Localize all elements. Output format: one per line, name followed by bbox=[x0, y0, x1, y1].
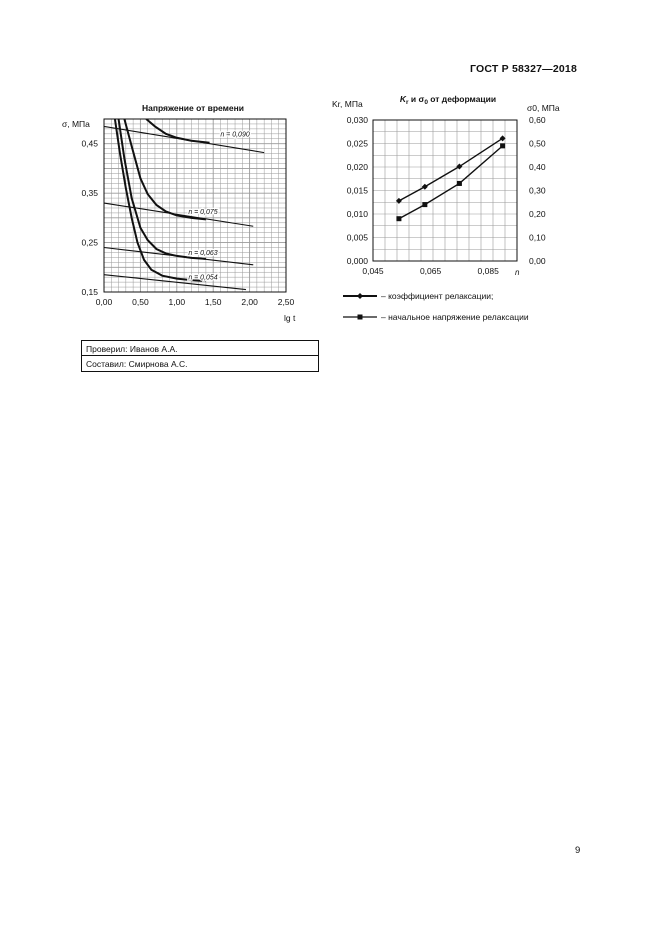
chart2-left-tick-label: 0,025 bbox=[346, 138, 368, 149]
chart1-y-tick-label: 0,35 bbox=[81, 188, 98, 199]
chart2-stress-point bbox=[457, 181, 462, 186]
chart2-left-tick-label: 0,005 bbox=[346, 232, 368, 243]
chart2-title-mid: и σ bbox=[408, 94, 425, 104]
chart1-y-tick-label: 0,45 bbox=[81, 138, 98, 149]
chart2-stress-point bbox=[500, 143, 505, 148]
chart2-left-tick-label: 0,010 bbox=[346, 209, 368, 219]
chart1-x-tick-label: 2,50 bbox=[277, 297, 295, 307]
chart2-series-relaxation-line bbox=[399, 138, 503, 201]
chart1-series-label: n = 0,075 bbox=[188, 208, 218, 216]
chart2-right-tick-label: 0,30 bbox=[529, 185, 546, 196]
chart1-title: Напряжение от времени bbox=[141, 103, 245, 113]
chart2-stress-point bbox=[396, 216, 401, 221]
chart1-series-label: n = 0,090 bbox=[220, 131, 250, 139]
chart2-right-tick-label: 0,50 bbox=[529, 138, 546, 149]
chart2-series-stress-line bbox=[399, 146, 503, 219]
chart2-title-k: K bbox=[399, 94, 407, 104]
chart2-x-tick-label: 0,045 bbox=[362, 266, 384, 276]
chart1-y-tick-label: 0,15 bbox=[81, 287, 98, 297]
chart2-left-tick-label: 0,000 bbox=[346, 256, 368, 266]
chart2-title-k-sub: r bbox=[406, 99, 409, 106]
chart2-title-s-sub: 0 bbox=[424, 99, 428, 106]
chart2-right-tick-label: 0,20 bbox=[529, 209, 546, 219]
chart1-y-tick-label: 0,25 bbox=[81, 237, 98, 248]
relaxation-deformation-chart bbox=[332, 94, 560, 322]
legend-item-initial-stress: – начальное напряжение релаксации bbox=[381, 312, 529, 322]
chart1-x-axis-label: lg t bbox=[284, 313, 296, 323]
chart1-x-tick-label: 2,00 bbox=[241, 297, 258, 307]
chart2-right-axis-label: σ0, МПа bbox=[527, 103, 560, 113]
chart2-right-tick-label: 0,40 bbox=[529, 162, 546, 172]
chart2-left-axis-label: Kr, МПа bbox=[332, 99, 363, 109]
chart2-stress-point bbox=[422, 202, 427, 207]
chart2-right-tick-label: 0,60 bbox=[529, 115, 546, 125]
legend-square-marker bbox=[358, 315, 363, 320]
chart2-title bbox=[400, 94, 496, 106]
chart1-x-tick-label: 1,50 bbox=[204, 297, 222, 307]
chart2-left-tick-label: 0,020 bbox=[346, 162, 368, 172]
chart2-left-tick-label: 0,030 bbox=[346, 115, 368, 125]
chart1-series-curve bbox=[146, 119, 209, 143]
chart1-series-label: n = 0,054 bbox=[188, 274, 218, 282]
standard-code: ГОСТ Р 58327—2018 bbox=[470, 63, 578, 75]
chart2-legend bbox=[343, 291, 529, 322]
chart2-relaxation-point bbox=[422, 184, 428, 190]
chart2-right-tick-label: 0,00 bbox=[529, 256, 546, 266]
chart1-x-tick-label: 1,00 bbox=[168, 297, 186, 307]
page-number: 9 bbox=[575, 845, 581, 856]
chart2-left-tick-label: 0,015 bbox=[346, 185, 368, 196]
legend-diamond-marker bbox=[357, 293, 363, 299]
chart2-title-tail: от деформации bbox=[427, 94, 497, 104]
legend-item-relaxation-coefficient: – коэффициент релаксации; bbox=[381, 291, 494, 301]
chart1-x-tick-label: 0,00 bbox=[95, 297, 113, 307]
chart2-x-tick-label: 0,065 bbox=[419, 266, 442, 276]
chart1-y-axis-label: σ, МПа bbox=[62, 119, 90, 129]
stress-time-chart bbox=[62, 103, 296, 323]
checked-by-field: Проверил: Иванов А.А. bbox=[81, 340, 319, 356]
chart1-x-tick-label: 0,50 bbox=[132, 297, 149, 307]
chart2-right-tick-label: 0,10 bbox=[529, 232, 546, 243]
chart2-x-tick-label: 0,085 bbox=[477, 266, 499, 276]
chart1-series-label: n = 0,063 bbox=[188, 249, 218, 257]
chart2-x-axis-label: n bbox=[515, 268, 520, 277]
compiled-by-field: Составил: Смирнова А.С. bbox=[81, 356, 319, 372]
